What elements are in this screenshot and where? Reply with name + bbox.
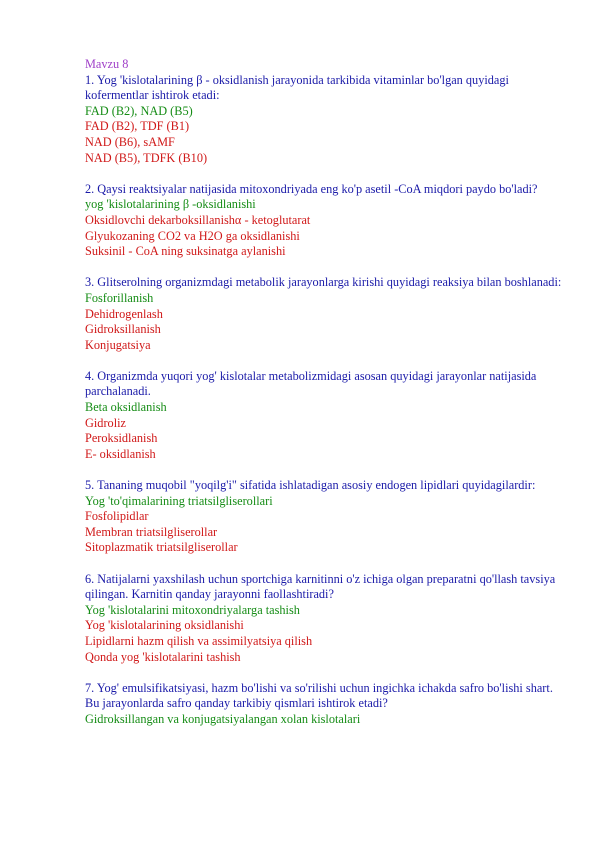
answer-option-correct: Yog 'kislotalarini mitoxondriyalarga tashish xyxy=(85,602,300,617)
question-block xyxy=(85,73,565,167)
question-text: 6. Natijalarni yaxshilash uchun sportchiga karnitinni o'z ichiga olgan preparatni qo'llash tavsiya qilingan. Karnitin qanday jarayonni faollashtiradi? xyxy=(85,571,556,602)
question-text: 4. Organizmda yuqori yog' kislotalar metabolizmidagi asosan quyidagi jarayonlar natijasida parchalanadi. xyxy=(85,368,537,399)
answer-option-correct: Yog 'to'qimalarining triatsilgliserollari xyxy=(85,493,273,508)
answer-option: NAD (B6), sAMF xyxy=(85,134,175,149)
answer-option: Gidroliz xyxy=(85,415,126,430)
answer-option: NAD (B5), TDFK (B10) xyxy=(85,150,208,165)
question-block xyxy=(85,182,565,260)
question-text: 3. Glitserolning organizmdagi metabolik jarayonlarga kirishi quyidagi reaksiya bilan boshlanadi: xyxy=(85,275,562,290)
answer-option: Fosfolipidlar xyxy=(85,509,149,524)
answer-option-correct: yog 'kislotalarining β -oksidlanishi xyxy=(85,197,256,212)
answer-option: Gidroksillanish xyxy=(85,322,161,337)
question-text: 1. Yog 'kislotalarining β - oksidlanish jarayonida tarkibida vitaminlar bo'lgan quyidagi kofermentlar ishtirok etadi: xyxy=(85,72,509,103)
answer-option: FAD (B2), TDF (B1) xyxy=(85,119,190,134)
answer-option: E- oksidlanish xyxy=(85,446,156,461)
question-text: 2. Qaysi reaktsiyalar natijasida mitoxondriyada eng ko'p asetil -CoA miqdori paydo bo'ladi? xyxy=(85,181,538,196)
question-block xyxy=(85,275,565,353)
answer-option: Yog 'kislotalarining oksidlanishi xyxy=(85,618,244,633)
question-block xyxy=(85,369,565,463)
answer-option: Membran triatsilgliserollar xyxy=(85,524,218,539)
answer-option-correct: FAD (B2), NAD (B5) xyxy=(85,103,193,118)
answer-option: Lipidlarni hazm qilish va assimilyatsiya qilish xyxy=(85,633,313,648)
answer-option: Peroksidlanish xyxy=(85,431,158,446)
question-block xyxy=(85,478,565,556)
answer-option: Qonda yog 'kislotalarini tashish xyxy=(85,649,241,664)
document-body xyxy=(85,57,565,743)
answer-option: Dehidrogenlash xyxy=(85,306,163,321)
answer-option-correct: Fosforillanish xyxy=(85,290,154,305)
topic-title: Mavzu 8 xyxy=(85,57,129,71)
question-text: 7. Yog' emulsifikatsiyasi, hazm bo'lishi va so'rilishi uchun ingichka ichakda safro bo'lishi shart. Bu jarayonlarda safro qanday tarkibiy qismlari ishtirok etadi? xyxy=(85,680,553,711)
answer-option: Glyukozaning CO2 va H2O ga oksidlanishi xyxy=(85,228,300,243)
answer-option-correct: Beta oksidlanish xyxy=(85,400,167,415)
answer-option: Konjugatsiya xyxy=(85,337,151,352)
answer-option: Sitoplazmatik triatsilgliserollar xyxy=(85,540,238,555)
question-text: 5. Tananing muqobil "yoqilg'i" sifatida ishlatadigan asosiy endogen lipidlari quyidagilardir: xyxy=(85,478,536,493)
question-block xyxy=(85,572,565,666)
answer-option: Suksinil - CoA ning suksinatga aylanishi xyxy=(85,244,286,259)
answer-option-correct: Gidroksillangan va konjugatsiyalangan xolan kislotalari xyxy=(85,711,361,726)
answer-option: Oksidlovchi dekarboksillanishα - ketoglutarat xyxy=(85,212,311,227)
question-block xyxy=(85,681,565,728)
